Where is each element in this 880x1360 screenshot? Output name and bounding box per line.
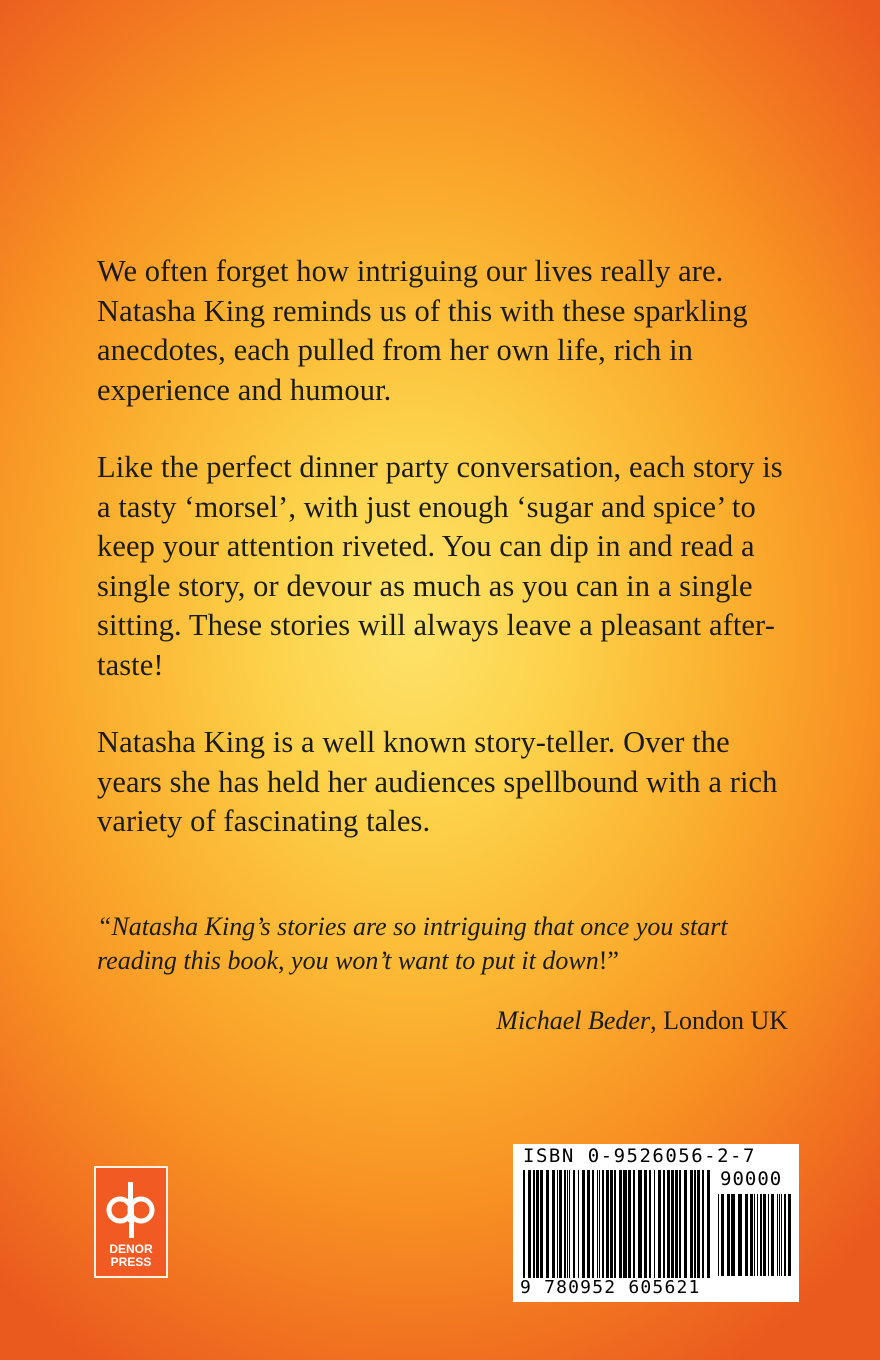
barcode-bar: [638, 1170, 642, 1278]
ean-barcode-bars: [523, 1170, 713, 1280]
barcode-bar: [528, 1170, 531, 1278]
barcode: [513, 1144, 799, 1302]
publisher-name-line1: DENOR: [109, 1242, 153, 1256]
publisher-monogram-icon: [102, 1176, 160, 1240]
blurb-paragraph-1: We often forget how intriguing our lives really are. Natasha King reminds us of this with these sparkling anecdotes, each pulled from her own life, rich in experience and humour.: [97, 254, 748, 407]
barcode-bar: [644, 1170, 647, 1278]
barcode-bar: [557, 1170, 558, 1278]
barcode-bar: [619, 1170, 622, 1278]
barcode-bar: [679, 1170, 681, 1278]
barcode-bar: [610, 1170, 613, 1278]
barcode-bar: [738, 1194, 742, 1276]
barcode-bar: [536, 1170, 539, 1278]
blurb: [97, 252, 797, 880]
review-quote: [97, 910, 797, 978]
barcode-bar: [654, 1170, 655, 1278]
barcode-bar: [763, 1194, 766, 1276]
barcode-bar: [597, 1170, 598, 1278]
barcode-bar: [757, 1194, 758, 1276]
ean-number: 9 780952 605621: [520, 1277, 701, 1298]
barcode-bar: [768, 1194, 769, 1276]
blurb-paragraph-3: Natasha King is a well known story-teller. Over the years she has held her audiences spellbound with a rich variety of fascinating tales.: [97, 725, 778, 838]
barcode-bar: [578, 1170, 579, 1278]
barcode-bar: [564, 1170, 566, 1278]
quote-author: Michael Beder: [496, 1006, 651, 1035]
barcode-bar: [684, 1170, 687, 1278]
barcode-bar: [614, 1170, 616, 1278]
barcode-bar: [675, 1170, 678, 1278]
barcode-bar: [750, 1194, 753, 1276]
publisher-logo: [94, 1166, 168, 1278]
addon-barcode-bars: [718, 1194, 794, 1278]
barcode-bar: [658, 1170, 661, 1278]
barcode-bar: [663, 1170, 665, 1278]
barcode-bar: [721, 1194, 724, 1276]
barcode-bar: [702, 1170, 704, 1278]
barcode-bar: [633, 1170, 635, 1278]
isbn-number: ISBN 0-9526056-2-7: [523, 1145, 756, 1167]
quote-open-mark: “: [97, 912, 112, 941]
barcode-bar: [567, 1170, 568, 1278]
barcode-bar: [587, 1170, 590, 1278]
barcode-bar: [707, 1170, 710, 1278]
quote-location: , London UK: [650, 1006, 788, 1035]
barcode-bar: [546, 1170, 549, 1278]
barcode-bar: [788, 1194, 791, 1276]
barcode-bar: [690, 1170, 693, 1278]
quote-close-mark: !”: [598, 946, 619, 975]
barcode-bar: [777, 1194, 778, 1276]
price-code: 90000: [720, 1168, 783, 1190]
barcode-bar: [697, 1170, 700, 1278]
barcode-bar: [754, 1194, 755, 1276]
barcode-bar: [784, 1194, 786, 1276]
barcode-bar: [602, 1170, 604, 1278]
barcode-bar: [559, 1170, 562, 1278]
barcode-bar: [694, 1170, 696, 1278]
barcode-bar: [718, 1194, 719, 1276]
barcode-bar: [760, 1194, 762, 1276]
barcode-bar: [628, 1170, 631, 1278]
barcode-bar: [745, 1194, 748, 1276]
barcode-bar: [667, 1170, 670, 1278]
blurb-paragraph-2: Like the perfect dinner party conversation, each story is a tasty ‘morsel’, with just enough ‘sugar and spice’ to keep your attention riveted. You can dip in and read a single story, or devour as much as you can in a single sitting. These stories will always leave a pleasant after-taste!: [97, 450, 783, 682]
barcode-bar: [582, 1170, 585, 1278]
barcode-bar: [671, 1170, 674, 1278]
barcode-bar: [573, 1170, 575, 1278]
barcode-bar: [771, 1194, 774, 1276]
barcode-bar: [599, 1170, 600, 1278]
barcode-bar: [727, 1194, 730, 1276]
barcode-bar: [731, 1194, 735, 1276]
publisher-name-line2: PRESS: [110, 1255, 152, 1269]
barcode-bar: [649, 1170, 651, 1278]
barcode-bar: [569, 1170, 570, 1278]
quote-attribution: [496, 1004, 788, 1038]
quote-text: Natasha King’s stories are so intriguing that once you start reading this book, you won’t want to put it down: [97, 912, 728, 975]
barcode-bar: [781, 1194, 782, 1276]
barcode-bar: [592, 1170, 594, 1278]
barcode-bar: [779, 1194, 780, 1276]
barcode-bar: [540, 1170, 543, 1278]
barcode-bar: [533, 1170, 535, 1278]
barcode-bar: [623, 1170, 627, 1278]
barcode-bar: [606, 1170, 609, 1278]
barcode-bar: [552, 1170, 555, 1278]
barcode-bar: [523, 1170, 525, 1278]
